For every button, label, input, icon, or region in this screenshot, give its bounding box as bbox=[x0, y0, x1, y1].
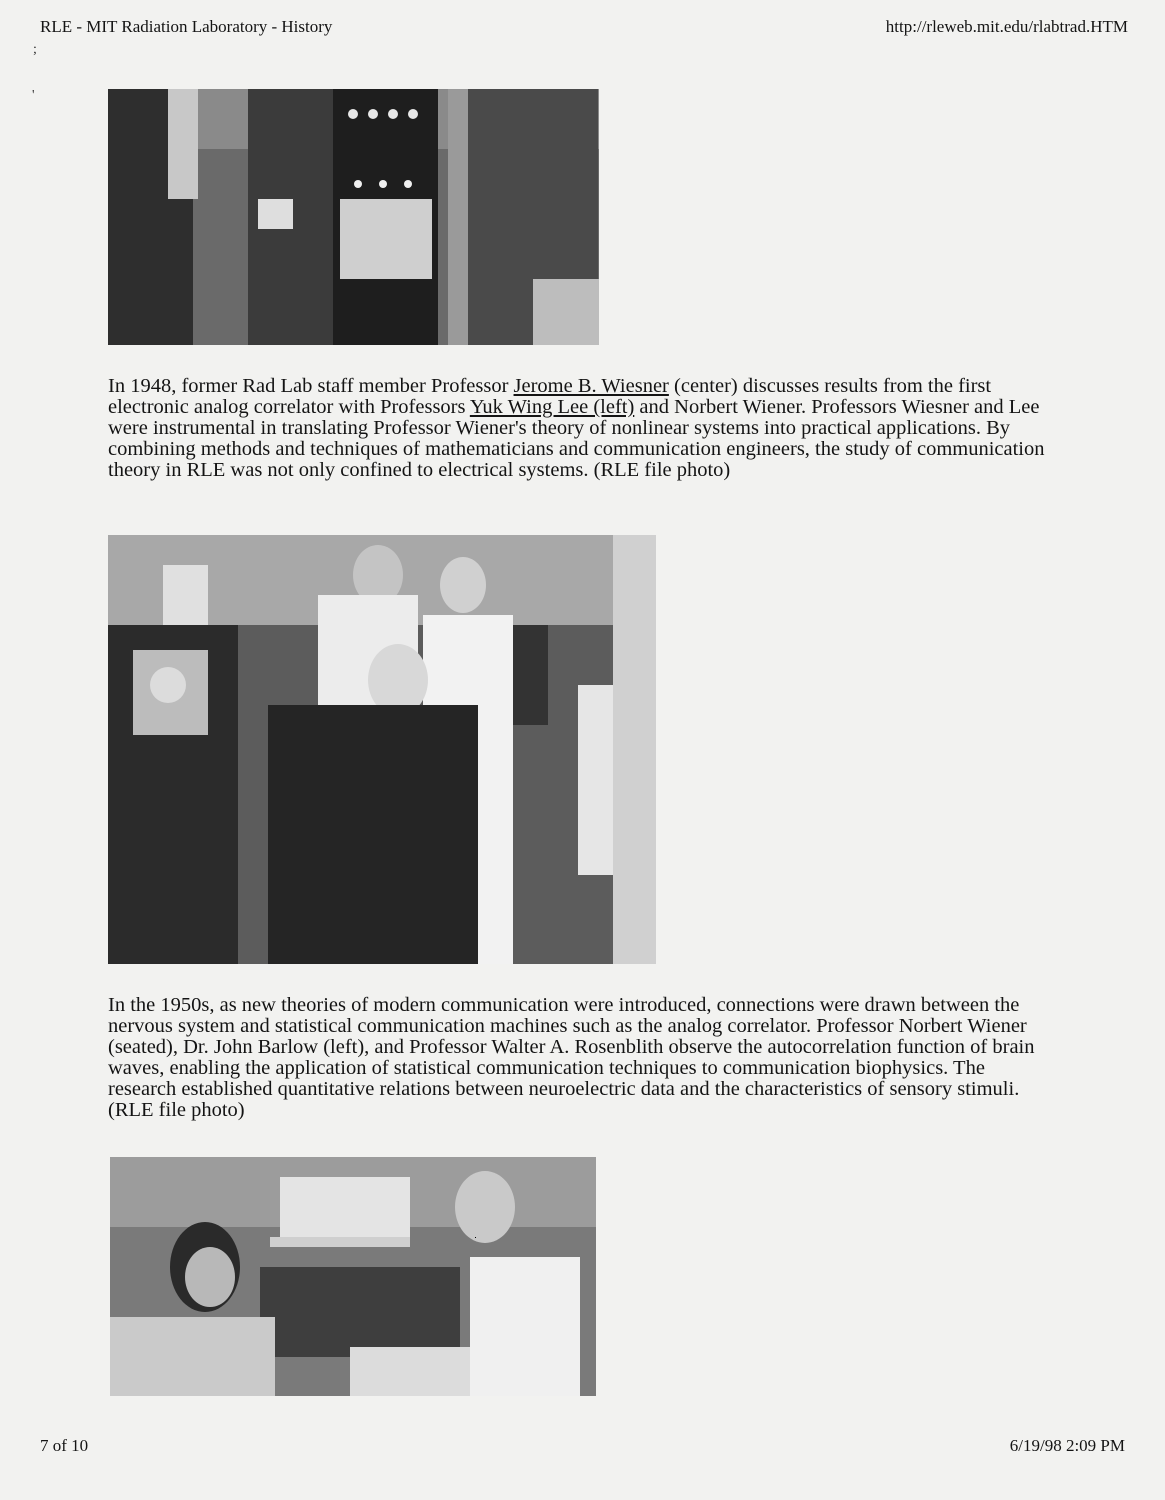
link-jerome-wiesner[interactable]: Jerome B. Wiesner bbox=[513, 375, 669, 397]
caption-1948-text-a: In 1948, former Rad Lab staff member Professor bbox=[108, 375, 514, 397]
caption-1950s: In the 1950s, as new theories of modern communication were introduced, connections were drawn between the nervous system and statistical communication machines such as the analog correlator. Professor Norbert Wiener (seated), Dr. John Barlow (left), and Professor Walter A. Rosenblith observe the autocorrelation function of brain waves, enabling the application of statistical communication techniques to communication biophysics. The research established quantitative relations between neuroelectric data and the characteristics of sensory stimuli. (RLE file photo) bbox=[108, 994, 1035, 1121]
photo-analog-correlator-1948 bbox=[108, 89, 599, 345]
caption-1948-text-b: (center) discusses results from the first electronic analog correlator with Professors bbox=[108, 375, 992, 418]
scan-mark: ' bbox=[32, 88, 35, 103]
caption-1948-text-c: and Norbert Wiener. Professors Wiesner and Lee were instrumental in translating Professor Wiener's theory of nonlinear systems into practical applications. By combining methods and techniques of mathematicians and communication engineers, the study of communication theory in RLE was not only confined to electrical systems. (RLE file photo) bbox=[108, 396, 1045, 481]
page-footer-datetime: 6/19/98 2:09 PM bbox=[1009, 1436, 1125, 1455]
photo-brain-waves-1950s bbox=[108, 535, 656, 964]
scan-mark: ; bbox=[33, 42, 37, 57]
page-header-title: RLE - MIT Radiation Laboratory - History bbox=[40, 17, 333, 36]
link-yuk-wing-lee[interactable]: Yuk Wing Lee (left) bbox=[469, 396, 635, 418]
photo-lab-scientists bbox=[110, 1157, 596, 1396]
page-footer-page-number: 7 of 10 bbox=[40, 1436, 89, 1455]
page-header-url[interactable]: http://rleweb.mit.edu/rlabtrad.HTM bbox=[885, 17, 1128, 36]
caption-1948 bbox=[108, 376, 1058, 481]
